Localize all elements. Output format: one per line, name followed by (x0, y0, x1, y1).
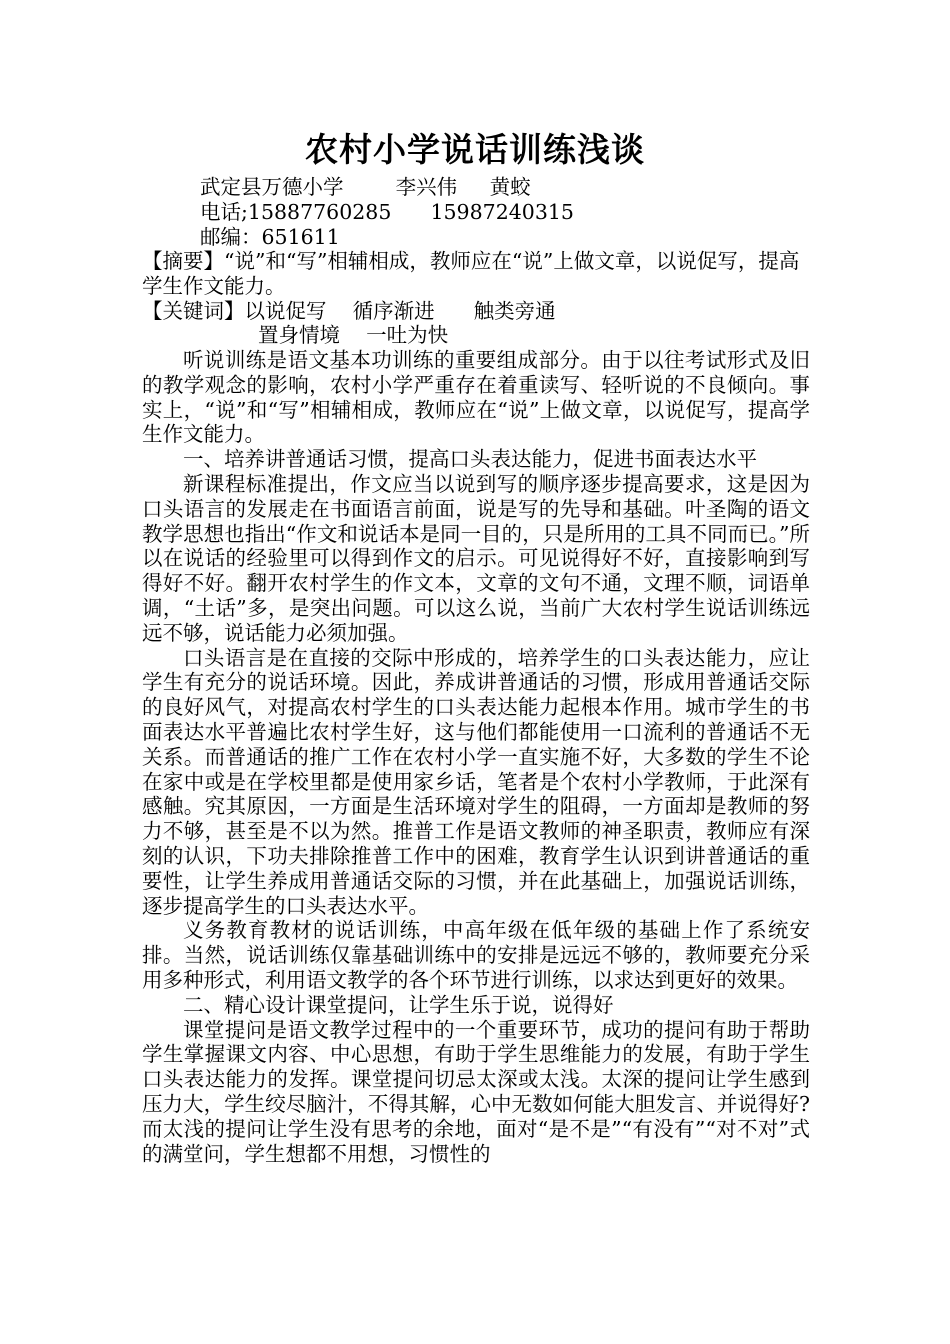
keywords-line-1: 以说促写 循序渐进 触类旁通 (244, 298, 556, 323)
abstract-label: 【摘要】 (142, 249, 224, 273)
body-paragraph: 听说训练是语文基本功训练的重要组成部分。由于以往考试形式及旧的教学观念的影响，农村小学严重存在着重读写、轻听说的不良倾向。事实上，“说”和“写”相辅相成，教师应在“说”上做文章，以说促写，提高学生作文能力。 (142, 348, 810, 447)
abstract (142, 249, 810, 299)
abstract-text: “说”和“写”相辅相成，教师应在“说”上做文章，以说促写，提高学生作文能力。 (142, 249, 800, 298)
author-info (142, 175, 810, 249)
body-paragraph: 课堂提问是语文教学过程中的一个重要环节，成功的提问有助于帮助学生掌握课文内容、中心思想，有助于学生思维能力的发展，有助于学生口头表达能力的发挥。课堂提问切忌太深或太浅。太深的提问让学生感到压力大，学生绞尽脑汁，不得其解，心中无数如何能大胆发言、并说得好?而太浅的提问让学生没有思考的余地，面对“是不是”“有没有”“对不对”式的满堂问，学生想都不用想，习惯性的 (142, 1017, 810, 1166)
school-author-line: 武定县万德小学 李兴伟 黄蛟 (200, 175, 531, 199)
keywords-label: 【关键词】 (142, 298, 245, 323)
body-paragraph: 口头语言是在直接的交际中形成的，培养学生的口头表达能力，应让学生有充分的说话环境。因此，养成讲普通话的习惯，形成用普通话交际的良好风气，对提高农村学生的口头表达能力起根本作用。城市学生的书面表达水平普遍比农村学生好，这与他们都能使用一口流利的普通话不无关系。而普通话的推广工作在农村小学一直实施不好，大多数的学生不论在家中或是在学校里都是使用家乡话，笔者是个农村小学教师，于此深有感触。究其原因，一方面是生活环境对学生的阻碍，一方面却是教师的努力不够，甚至是不以为然。推普工作是语文教师的神圣职责，教师应有深刻的认识，下功夫排除推普工作中的困难，教育学生认识到讲普通话的重要性，让学生养成用普通话交际的习惯，并在此基础上，加强说话训练，逐步提高学生的口头表达水平。 (142, 645, 810, 918)
document-title: 农村小学说话训练浅谈 (305, 130, 645, 169)
body-paragraph: 新课程标准提出，作文应当以说到写的顺序逐步提高要求，这是因为口头语言的发展走在书面语言前面，说是写的先导和基础。叶圣陶的语文教学思想也指出“作文和说话本是同一目的，只是所用的工具不同而已。”所以在说话的经验里可以得到作文的启示。可见说得好不好，直接影响到写得好不好。翻开农村学生的作文本，文章的文句不通，文理不顺，词语单调，“土话”多，是突出问题。可以这么说，当前广大农村学生说话训练远远不够，说话能力必须加强。 (142, 471, 810, 645)
abstract-section (142, 249, 810, 348)
body-paragraph: 义务教育教材的说话训练，中高年级在低年级的基础上作了系统安排。当然，说话训练仅靠基础训练中的安排是远远不够的，教师要充分采用多种形式，利用语文教学的各个环节进行训练，以求达到更好的效果。 (142, 918, 810, 992)
phone-line: 电话;15887760285 15987240315 (200, 199, 574, 224)
keywords-row-1 (142, 299, 810, 324)
postcode-line: 邮编：651611 (200, 224, 340, 249)
section-heading: 二、精心设计课堂提问，让学生乐于说，说得好 (183, 992, 614, 1017)
section-heading: 一、培养讲普通话习惯，提高口头表达能力，促进书面表达水平 (183, 447, 757, 472)
keywords (142, 299, 810, 349)
keywords-line-2: 置身情境 一吐为快 (258, 323, 449, 348)
body-text (142, 348, 810, 1166)
